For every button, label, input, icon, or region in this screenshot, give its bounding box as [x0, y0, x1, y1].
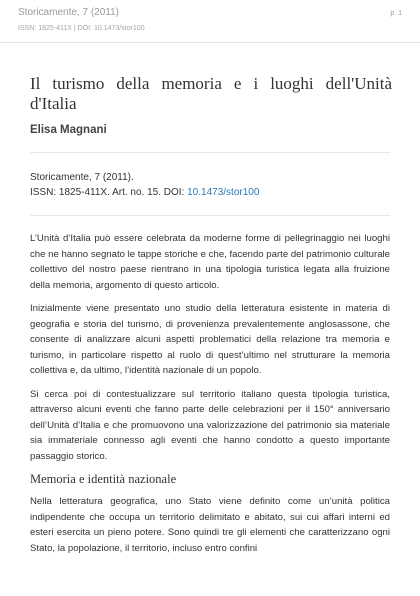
paragraph: Nella letteratura geografica, uno Stato viene definito come un’unità politica indipendente che occupa un territorio delimitato e abitato, sui cui affari interni ed esteri esercita un pieno potere. Sono quindi tre gli elementi che caratterizzano ogni Stato, la popolazione, il territorio, incluso entro confini: [30, 496, 390, 554]
citation-block: [30, 170, 259, 200]
divider: [30, 152, 390, 153]
paragraph: L’Unità d’Italia può essere celebrata da moderne forme di pellegrinaggio nei luoghi che ne hanno segnato le tappe storiche e che, facendo parte del patrimonio culturale collettivo del nostro paese rientrano in una tipologia turistica legata alla fruizione della memoria, argomento di questo articolo.: [30, 233, 391, 291]
doi-link[interactable]: 10.1473/stor100: [187, 187, 260, 198]
paragraph: Inizialmente viene presentato uno studio della letteratura esistente in materia di geografia e storia del turismo, di provenienza prevalentemente anglosassone, che consente di analizzare alcuni aspetti problematici della relazione tra memoria e turismo, in particolare rispetto al ruolo di quest’ultimo nel strutturare la memoria collettiva e, da ultimo, l’identità nazionale di un popolo.: [30, 303, 390, 376]
article-author: Elisa Magnani: [30, 124, 107, 136]
citation-line-2: [30, 185, 259, 200]
citation-line-2-text: ISSN: 1825-411X. Art. no. 15. DOI:: [30, 187, 188, 198]
section-heading: Memoria e identità nazionale: [30, 472, 177, 486]
divider: [30, 215, 390, 216]
paragraph: Si cerca poi di contestualizzare sul territorio italiano questa tipologia turistica, attraverso alcuni eventi che fanno parte delle celebrazioni per il 150° anniversario dell’Unità d’Italia e che promuovono una valorizzazione del patrimonio sia materiale sia immateriale connesso agli eventi che hanno condotto a questo importante passaggio storico.: [30, 388, 390, 462]
journal-name: Storicamente, 7 (2011): [18, 7, 119, 18]
article-title: Il turismo della memoria e i luoghi dell'Unità d'Italia: [30, 74, 392, 113]
issn-doi-line: ISSN: 1825-411X | DOI: 10.1473/stor100: [18, 25, 145, 32]
page-number: p. 1: [390, 10, 402, 17]
citation-line-1: Storicamente, 7 (2011).: [30, 172, 134, 183]
running-header: [0, 0, 420, 43]
article-body: [30, 231, 390, 564]
